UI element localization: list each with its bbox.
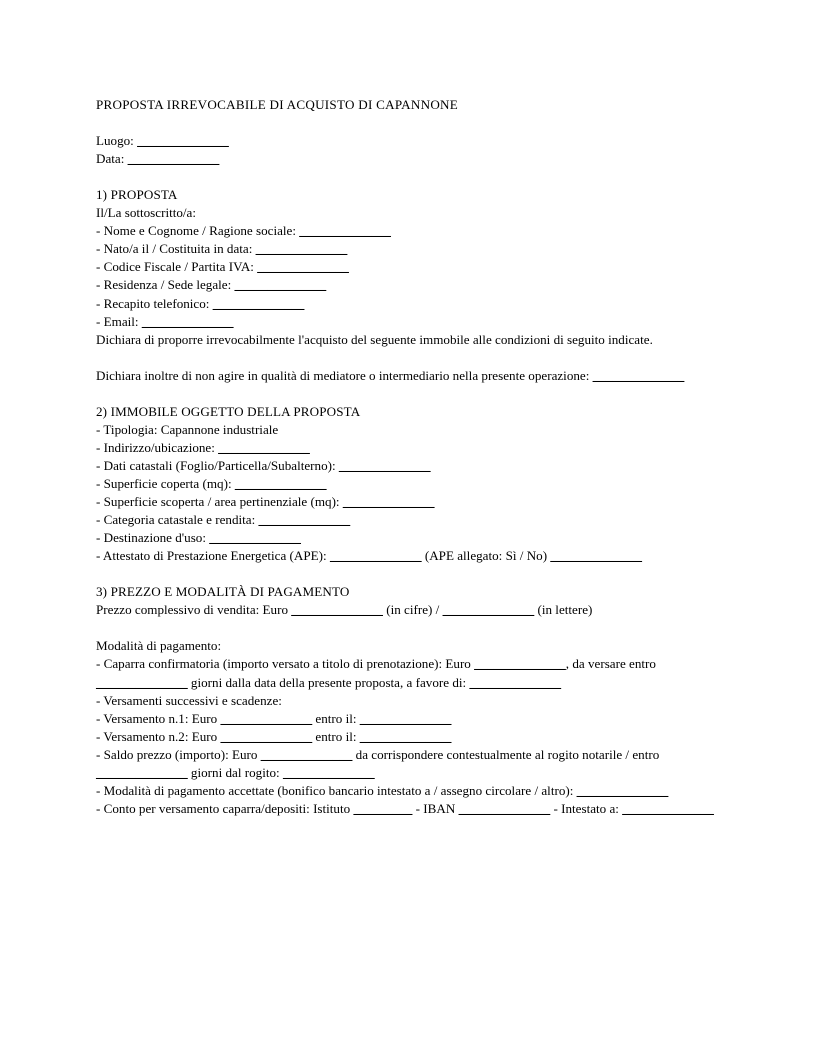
field-superficie-coperta [96, 475, 720, 493]
field-caparra-label: - Caparra confirmatoria (importo versato a titolo di prenotazione): Euro [96, 656, 475, 672]
field-superficie-scoperta [96, 493, 720, 511]
field-telefono-label: - Recapito telefonico: [96, 295, 213, 311]
spacer [96, 565, 720, 583]
field-indirizzo [96, 439, 720, 457]
section-1-heading: 1) PROPOSTA [96, 187, 178, 203]
field-prezzo-complessivo [96, 601, 720, 619]
field-conto-versamento [96, 800, 720, 818]
field-conto-label: - Conto per versamento caparra/depositi: Istituto [96, 800, 354, 816]
field-caparra-suffix: giorni dalla data della presente proposta, a favore di: [187, 674, 470, 690]
field-nome-cognome [96, 222, 720, 240]
field-caparra-mid: , da versare entro [565, 656, 660, 672]
section-1-intro: Il/La sottoscritto/a: [96, 205, 196, 221]
field-versamento-2-amount-blank[interactable]: ______________ [220, 728, 313, 744]
field-saldo-mid: da corrispondere contestualmente al rogito notarile / entro [352, 746, 663, 762]
field-modalita-accettate-blank[interactable]: ______________ [576, 782, 669, 798]
field-caparra-payee-blank[interactable]: ______________ [469, 674, 562, 690]
field-versamento-1 [96, 710, 720, 728]
field-email-label: - Email: [96, 313, 142, 329]
field-versamento-2 [96, 728, 720, 746]
field-conto-istituto-blank[interactable]: _________ [353, 800, 413, 816]
field-data-blank[interactable]: ______________ [127, 151, 220, 167]
field-dati-catastali-blank[interactable]: ______________ [338, 457, 431, 473]
field-destinazione-uso-label: - Destinazione d'uso: [96, 530, 210, 546]
document-page [96, 96, 720, 818]
field-superficie-coperta-label: - Superficie coperta (mq): [96, 475, 235, 491]
field-luogo-blank[interactable]: ______________ [137, 133, 229, 149]
mediator-declaration-blank[interactable]: ______________ [592, 367, 685, 383]
section-3-heading: 3) PREZZO E MODALITÀ DI PAGAMENTO [96, 584, 350, 600]
field-prezzo-mid: (in cifre) / [382, 602, 443, 618]
field-versamento-1-label: - Versamento n.1: Euro [96, 710, 221, 726]
field-indirizzo-blank[interactable]: ______________ [218, 439, 310, 455]
field-versamento-2-label: - Versamento n.2: Euro [96, 728, 221, 744]
field-nome-cognome-label: - Nome e Cognome / Ragione sociale: [96, 223, 300, 239]
field-conto-mid: - IBAN [412, 800, 459, 816]
mediator-declaration-paragraph [96, 367, 720, 385]
spacer [96, 349, 720, 367]
field-saldo-label: - Saldo prezzo (importo): Euro [96, 746, 261, 762]
section-2-heading: 2) IMMOBILE OGGETTO DELLA PROPOSTA [96, 403, 361, 419]
field-data [96, 150, 720, 168]
mediator-declaration-text: Dichiara inoltre di non agire in qualità di mediatore o intermediario nella presente operazione: [96, 367, 593, 383]
field-caparra-amount-blank[interactable]: ______________ [474, 656, 566, 672]
field-categoria-catastale-blank[interactable]: ______________ [258, 512, 351, 528]
field-telefono-blank[interactable]: ______________ [212, 295, 305, 311]
field-dati-catastali-label: - Dati catastali (Foglio/Particella/Subalterno): [96, 457, 339, 473]
field-categoria-catastale-label: - Categoria catastale e rendita: [96, 512, 259, 528]
field-email [96, 313, 720, 331]
field-versamento-2-date-blank[interactable]: ______________ [359, 728, 452, 744]
field-luogo [96, 132, 720, 150]
spacer [96, 619, 720, 637]
field-nato-costituita-blank[interactable]: ______________ [255, 241, 348, 257]
field-destinazione-uso [96, 529, 720, 547]
field-ape-blank[interactable]: ______________ [329, 548, 422, 564]
page-title: PROPOSTA IRREVOCABILE DI ACQUISTO DI CAPANNONE [96, 97, 459, 112]
field-versamento-1-mid: entro il: [312, 710, 360, 726]
field-versamento-1-date-blank[interactable]: ______________ [359, 710, 452, 726]
spacer [96, 385, 720, 403]
field-luogo-label: Luogo: [96, 133, 138, 149]
field-modalita-accettate-label: - Modalità di pagamento accettate (bonifico bancario intestato a / assegno circolare / altro): [96, 782, 577, 798]
field-nato-costituita [96, 240, 720, 258]
declaration-paragraph: Dichiara di proporre irrevocabilmente l'acquisto del seguente immobile alle condizioni di seguito indicate. [96, 331, 653, 347]
field-caparra-confirmatoria [96, 655, 720, 691]
field-superficie-scoperta-label: - Superficie scoperta / area pertinenziale (mq): [96, 494, 343, 510]
field-versamento-1-amount-blank[interactable]: ______________ [220, 710, 313, 726]
field-conto-intestato-blank[interactable]: ______________ [622, 800, 714, 816]
field-residenza [96, 276, 720, 294]
field-destinazione-uso-blank[interactable]: ______________ [209, 530, 301, 546]
field-residenza-label: - Residenza / Sede legale: [96, 277, 235, 293]
field-prezzo-lettere-blank[interactable]: ______________ [442, 602, 535, 618]
field-dati-catastali [96, 457, 720, 475]
field-prezzo-label: Prezzo complessivo di vendita: Euro [96, 602, 292, 618]
field-tipologia [96, 421, 720, 439]
field-saldo-prezzo [96, 746, 720, 782]
field-modalita-accettate [96, 782, 720, 800]
field-residenza-blank[interactable]: ______________ [234, 277, 327, 293]
field-ape-label: - Attestato di Prestazione Energetica (APE): [96, 548, 330, 564]
spacer [96, 114, 720, 132]
field-ape-trailing-blank[interactable]: ______________ [550, 548, 642, 564]
field-ape [96, 547, 720, 565]
field-indirizzo-label: - Indirizzo/ubicazione: [96, 439, 219, 455]
field-conto-suffix: - Intestato a: [550, 800, 623, 816]
spacer [96, 168, 720, 186]
field-codice-fiscale [96, 258, 720, 276]
installments-heading: - Versamenti successivi e scadenze: [96, 692, 282, 708]
field-saldo-days-blank[interactable]: ______________ [96, 764, 188, 780]
field-superficie-coperta-blank[interactable]: ______________ [234, 475, 327, 491]
field-conto-iban-blank[interactable]: ______________ [458, 800, 551, 816]
field-ape-suffix: (APE allegato: Sì / No) [421, 548, 551, 564]
field-superficie-scoperta-blank[interactable]: ______________ [342, 494, 435, 510]
field-telefono [96, 295, 720, 313]
field-codice-fiscale-label: - Codice Fiscale / Partita IVA: [96, 259, 258, 275]
field-versamento-2-mid: entro il: [312, 728, 360, 744]
field-tipologia-label: - Tipologia: Capannone industriale [96, 421, 279, 437]
field-codice-fiscale-blank[interactable]: ______________ [257, 259, 349, 275]
field-saldo-trailing-blank[interactable]: ______________ [282, 764, 375, 780]
field-nato-costituita-label: - Nato/a il / Costituita in data: [96, 241, 256, 257]
field-saldo-suffix: giorni dal rogito: [187, 764, 283, 780]
field-data-label: Data: [96, 151, 128, 167]
payment-methods-heading: Modalità di pagamento: [96, 638, 222, 654]
field-categoria-catastale [96, 511, 720, 529]
field-caparra-days-blank[interactable]: ______________ [96, 674, 188, 690]
field-saldo-amount-blank[interactable]: ______________ [260, 746, 353, 762]
field-email-blank[interactable]: ______________ [141, 313, 234, 329]
field-nome-cognome-blank[interactable]: ______________ [299, 223, 391, 239]
field-prezzo-cifre-blank[interactable]: ______________ [291, 602, 383, 618]
field-prezzo-suffix: (in lettere) [534, 602, 593, 618]
